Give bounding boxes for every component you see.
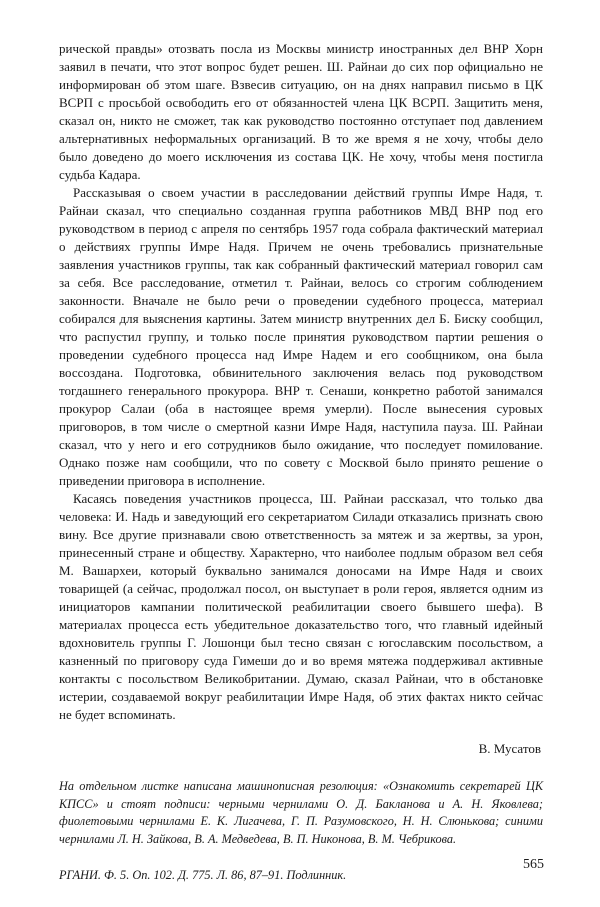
signature: В. Мусатов xyxy=(478,741,541,756)
paragraph-3: Касаясь поведения участников процесса, Ш. Райнаи рассказал, что только два человека: И. Надь и заведующий его секретариатом Силади отказались признать свою вину. Все другие признавали свою ответственность за мятеж и за жертвы, за урон, принесенный стране и обществу. Характерно, что наиболее подлым образом вел себя М. Вашархеи, который буквально занимался доносами на Имре Надя и своих товарищей (а сейчас, продолжал посол, он выступает в роли героя, является одним из инициаторов кампании политической реабилитации своего бывшего шефа). В материалах процесса есть убедительное доказательство того, что главный идейный вдохновитель группы Г. Лошонци был тесно связан с югославским посольством, а казненный по приговору суда Гимеши до и во время мятежа поддерживал активные контакты с посольством Великобритании. Думаю, сказал Райнаи, что в обстановке истерии, создаваемой вокруг реабилитации Имре Надя, об этих фактах никто сейчас не будет вспоминать. xyxy=(59,491,543,722)
paragraph-1: рической правды» отозвать посла из Москвы министр иностранных дел ВНР Хорн заявил в печати, что этот вопрос будет решен. Ш. Райнаи до сих пор официально не информирован об этом шаге. Взвесив ситуацию, он на днях направил письмо в ЦК ВСРП с просьбой освободить его от обязанностей члена ЦК ВСРП. Защитить меня, сказал он, никто не сможет, так как руководство постоянно отступает под давлением альтернативных неформальных организаций. В то же время я не хочу, чтобы дело было доведено до моего исключения из состава ЦК. Не хочу, чтобы меня постигла судьба Кадара. xyxy=(59,41,543,182)
archive-reference: РГАНИ. Ф. 5. Оп. 102. Д. 775. Л. 86, 87–91. Подлинник. xyxy=(59,868,347,882)
resolution-note: На отдельном листке написана машинописная резолюция: «Ознакомить секретарей ЦК КПСС» и стоят подписи: черными чернилами О. Д. Бакланова и А. Н. Яковлева; фиолетовыми чернилами Е. К. Лигачева, Г. П. Разумовского, Н. Н. Слюнькова; синими чернилами Л. Н. Зайкова, В. А. Медведева, В. П. Никонова, В. М. Чебрикова. xyxy=(59,779,543,846)
page-number: 565 xyxy=(523,857,544,872)
main-text xyxy=(59,40,543,884)
paragraph-2: Рассказывая о своем участии в расследовании действий группы Имре Надя, т. Райнаи сказал, что специально созданная группа работников МВД ВНР под его руководством в период с апреля по сентябрь 1957 года собрала фактический материал о действиях группы Имре Надя. Причем не очень требовались признательные заявления участников группы, так как собранный фактический материал говорил сам за себя. Все расследование, отметил т. Райнаи, велось со строгим соблюдением законности. Вначале не было речи о проведении судебного процесса, материал собирался для выяснения картины. Затем министр внутренних дел Б. Биску сообщил, что распустил группу, и только после принятия руководством партии решения о проведении судебного процесса над Имре Надем и его сообщником, она была воссоздана. Подготовка, обвинительного заключения велась под руководством тогдашнего генерального прокурора. ВНР т. Сенаши, конкретно работой занимался прокурор Салаи (оба в настоящее время умерли). После вынесения суровых приговоров, в том числе о смертной казни Имре Надя, наступила пауза. Ш. Райнаи сказал, что у него и его сотрудников было ожидание, что последует помилование. Однако позже нам сообщили, что по совету с Москвой было принято решение о приведении приговора в исполнение. xyxy=(59,185,543,488)
